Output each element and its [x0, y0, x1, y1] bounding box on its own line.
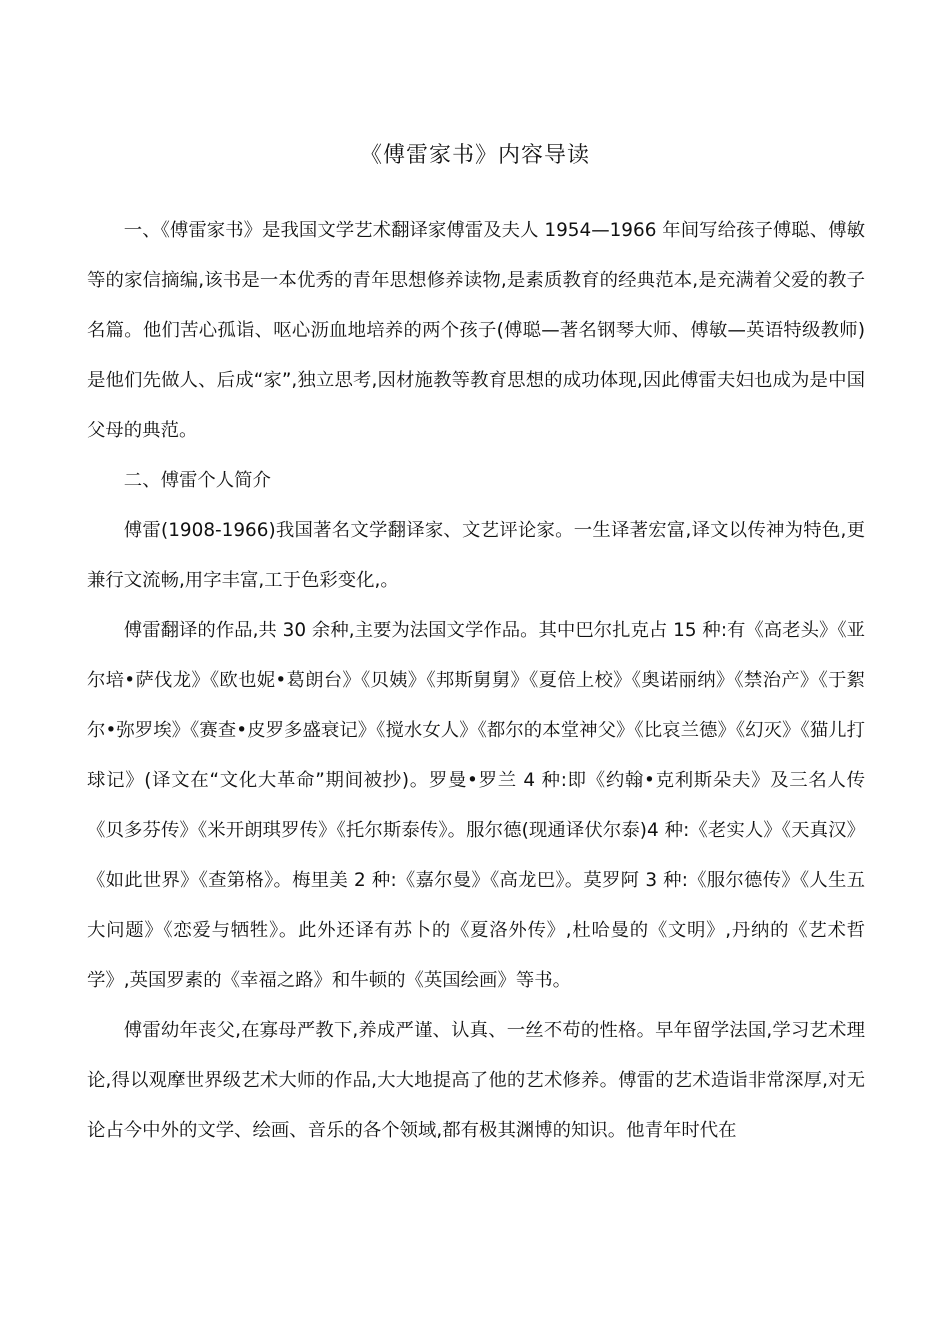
document-title: 《傅雷家书》内容导读	[359, 143, 590, 168]
paragraph-early-life: 傅雷幼年丧父,在寡母严教下,养成严谨、认真、一丝不苟的性格。早年留学法国,学习艺术理论,得以观摩世界级艺术大师的作品,大大地提高了他的艺术修养。傅雷的艺术造诣非常深厚,对无论占今中外的文学、绘画、音乐的各个领域,都有极其渊博的知识。他青年时代在	[87, 1020, 865, 1141]
document-body	[87, 206, 865, 1156]
paragraph-biography: 傅雷(1908-1966)我国著名文学翻译家、文艺评论家。一生译著宏富,译文以传神为特色,更兼行文流畅,用字丰富,工于色彩变化,。	[87, 520, 865, 591]
paragraph-intro: 一、《傅雷家书》是我国文学艺术翻译家傅雷及夫人 1954—1966 年间写给孩子傅聪、傅敏等的家信摘编,该书是一本优秀的青年思想修养读物,是素质教育的经典范本,是充满着父爱的教子名篇。他们苦心孤诣、呕心沥血地培养的两个孩子(傅聪—著名钢琴大师、傅敏—英语特级教师)是他们先做人、后成“家”,独立思考,因材施教等教育思想的成功体现,因此傅雷夫妇也成为是中国父母的典范。	[87, 220, 865, 441]
section-heading-biography: 二、傅雷个人简介	[123, 470, 271, 491]
paragraph-translations: 傅雷翻译的作品,共 30 余种,主要为法国文学作品。其中巴尔扎克占 15 种:有《高老头》《亚尔培•萨伐龙》《欧也妮•葛朗台》《贝姨》《邦斯舅舅》《夏倍上校》《奥诺丽纳》《禁治产》《于絮尔•弥罗埃》《赛查•皮罗多盛衰记》《搅水女人》《都尔的本堂神父》《比哀兰德》《幻灭》《猫儿打球记》(译文在“文化大革命”期间被抄)。罗曼•罗兰 4 种:即《约翰•克利斯朵夫》及三名人传《贝多芬传》《米开朗琪罗传》《托尔斯泰传》。服尔德(现通译伏尔泰)4 种:《老实人》《天真汉》《如此世界》《查第格》。梅里美 2 种:《嘉尔曼》《高龙巴》。莫罗阿 3 种:《服尔德传》《人生五大问题》《恋爱与牺牲》。此外还译有苏卜的《夏洛外传》,杜哈曼的《文明》,丹纳的《艺术哲学》,英国罗素的《幸福之路》和牛顿的《英国绘画》等书。	[87, 620, 865, 991]
